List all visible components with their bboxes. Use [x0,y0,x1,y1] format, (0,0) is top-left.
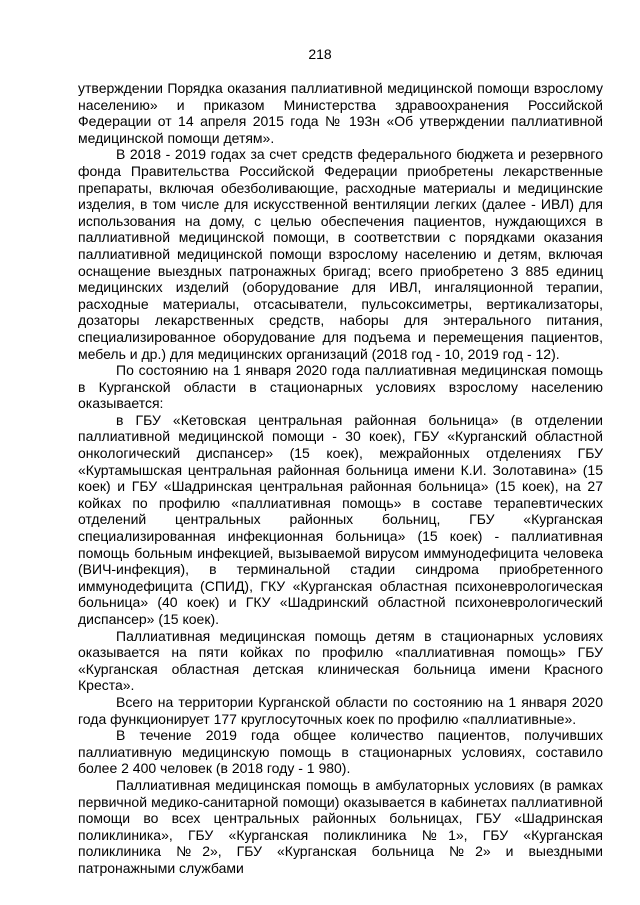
paragraph-2: В 2018 - 2019 годах за счет средств федерального бюджета и резервного фонда Правительства Российской Федерации приобретены лекарственные препараты, включая обезболивающие, расходные материалы и медицинские изделия, в том числе для искусственной вентиляции легких (далее - ИВЛ) для использования на дому, с целью обеспечения пациентов, нуждающихся в паллиативной медицинской помощи, в соответствии с порядками оказания паллиативной медицинской помощи взрослому населению и детям, включая оснащение выездных патронажных бригад; всего приобретено 3 885 единиц медицинских изделий (оборудование для ИВЛ, ингаляционной терапии, расходные материалы, отсасыватели, пульсоксиметры, вертикализаторы, дозаторы лекарственных средств, наборы для энтерального питания, специализированное оборудование для подъема и перемещения пациентов, мебель и др.) для медицинских организаций (2018 год - 10, 2019 год - 12). [78,146,603,362]
document-body [78,80,603,877]
paragraph-5: Паллиативная медицинская помощь детям в стационарных условиях оказывается на пяти койках по профилю «паллиативная помощь» ГБУ «Курганская областная детская клиническая больница имени Красного Креста». [78,627,603,694]
paragraph-1: утверждении Порядка оказания паллиативной медицинской помощи взрослому населению» и приказом Министерства здравоохранения Российской Федерации от 14 апреля 2015 года № 193н «Об утверждении паллиативной медицинской помощи детям». [78,80,603,146]
paragraph-6: Всего на территории Курганской области по состоянию на 1 января 2020 года функционирует 177 круглосуточных коек по профилю «паллиативные». [78,693,603,727]
paragraph-4: в ГБУ «Кетовская центральная районная больница» (в отделении паллиативной медицинской помощи - 30 коек), ГБУ «Курганский областной онкологический диспансер» (15 коек), межрайонных отделениях ГБУ «Куртамышская центральная районная больница имени К.И. Золотавина» (15 коек) и ГБУ «Шадринская центральная районная больница» (15 коек), на 27 койках по профилю «паллиативная помощь» в составе терапевтических отделений центральных районных больниц, ГБУ «Курганская специализированная инфекционная больница» (15 коек) - паллиативная помощь больным инфекцией, вызываемой вирусом иммунодефицита человека (ВИЧ-инфекция), в терминальной стадии синдрома приобретенного иммунодефицита (СПИД), ГКУ «Курганская областная психоневрологическая больница» (40 коек) и ГКУ «Шадринский областной психоневрологический диспансер» (15 коек). [78,411,603,627]
paragraph-7: В течение 2019 года общее количество пациентов, получивших паллиативную медицинскую помощь в стационарных условиях, составило более 2 400 человек (в 2018 году - 1 980). [78,727,603,777]
paragraph-8: Паллиативная медицинская помощь в амбулаторных условиях (в рамках первичной медико-санитарной помощи) оказывается в кабинетах паллиативной помощи во всех центральных районных больницах, ГБУ «Шадринская поликлиника», ГБУ «Курганская поликлиника №1», ГБУ «Курганская поликлиника №2», ГБУ «Курганская больница №2» и выездными патронажными службами [78,776,603,876]
page-number: 218 [308,46,332,62]
paragraph-3: По состоянию на 1 января 2020 года паллиативная медицинская помощь в Курганской области в стационарных условиях взрослому населению оказывается: [78,362,603,412]
